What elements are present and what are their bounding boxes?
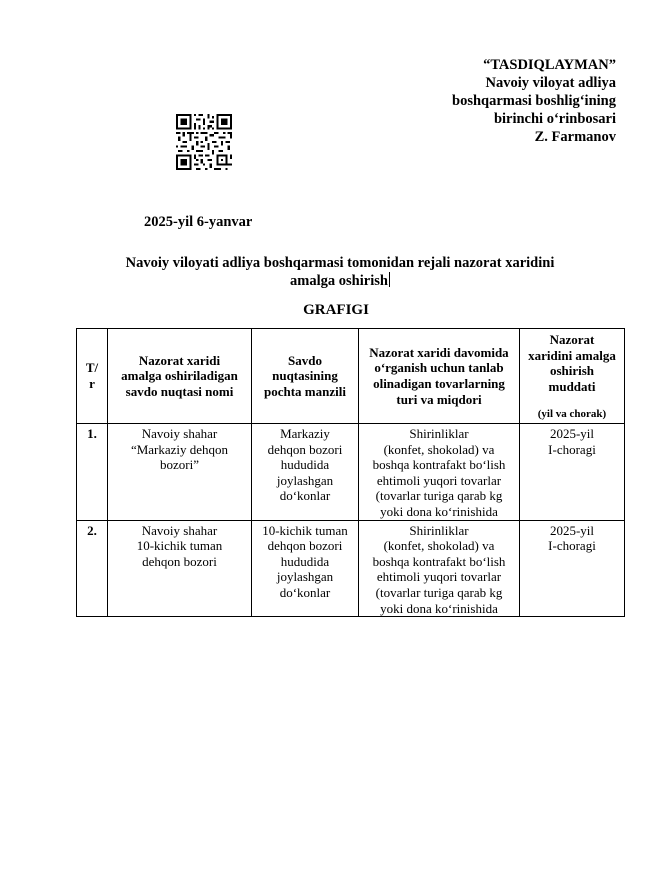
outlet-name: Navoiy shahar “Markaziy dehqon bozori” xyxy=(108,423,252,520)
document-date: 2025-yil 6-yanvar xyxy=(144,214,253,230)
outlet-address: Markaziy dehqon bozori hududida joylashgan do‘konlar xyxy=(252,423,359,520)
outlet-address: 10-kichik tuman dehqon bozori hududida joylashgan do‘konlar xyxy=(252,520,359,617)
header-outlet-name: Nazorat xaridi amalga oshiriladigan savdo nuqtasi nomi xyxy=(108,329,252,424)
header-period: Nazorat xaridini amalga oshirish muddati (yil va chorak) xyxy=(520,329,625,424)
document-subtitle: GRAFIGI xyxy=(303,302,369,318)
outlet-name: Navoiy shahar 10-kichik tuman dehqon bozori xyxy=(108,520,252,617)
header-goods: Nazorat xaridi davomida o‘rganish uchun tanlab olinadigan tovarlarning turi va miqdori xyxy=(359,329,520,424)
approval-heading: “TASDIQLAYMAN” xyxy=(483,57,616,73)
schedule-table xyxy=(76,328,625,617)
purchase-period: 2025-yil I-choragi xyxy=(520,520,625,617)
approval-signer: Z. Farmanov xyxy=(534,129,616,145)
table-row xyxy=(77,520,625,617)
approval-block xyxy=(356,56,616,146)
row-number: 1. xyxy=(77,423,108,520)
goods-description: Shirinliklar (konfet, shokolad) va boshqa kontrafakt bo‘lish ehtimoli yuqori tovarlar (tovarlar turiga qarab kg yoki dona ko‘rinishida xyxy=(359,520,520,617)
document-title-line-2: amalga oshirish xyxy=(290,273,388,289)
purchase-period: 2025-yil I-choragi xyxy=(520,423,625,520)
qr-code-icon xyxy=(176,114,232,170)
approval-line: boshqarmasi boshlig‘ining xyxy=(452,93,616,109)
row-number: 2. xyxy=(77,520,108,617)
document-title-line-1: Navoiy viloyati adliya boshqarmasi tomonidan rejali nazorat xaridini xyxy=(125,255,555,271)
approval-line: Navoiy viloyat adliya xyxy=(485,75,616,91)
header-number: T/ r xyxy=(77,329,108,424)
approval-line: birinchi o‘rinbosari xyxy=(493,111,616,127)
table-row xyxy=(77,423,625,520)
document-title xyxy=(90,254,590,290)
goods-description: Shirinliklar (konfet, shokolad) va boshqa kontrafakt bo‘lish ehtimoli yuqori tovarlar (tovarlar turiga qarab kg yoki dona ko‘rinishida xyxy=(359,423,520,520)
header-postal-address: Savdo nuqtasining pochta manzili xyxy=(252,329,359,424)
header-period-note: (yil va chorak) xyxy=(537,408,607,421)
text-cursor xyxy=(389,272,390,287)
table-header-row xyxy=(77,329,625,424)
